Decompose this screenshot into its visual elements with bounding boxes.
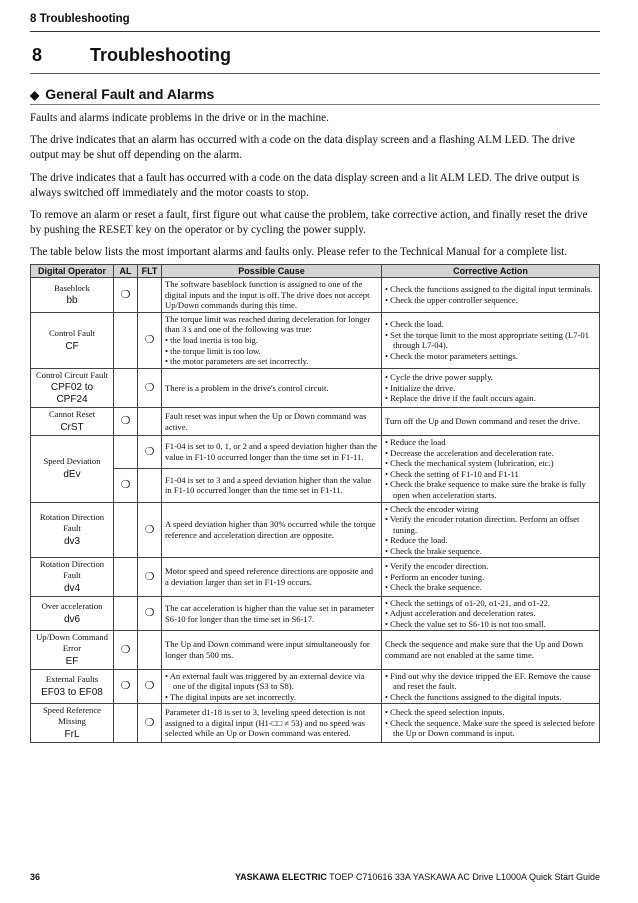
alarm-mark-icon: ❍ — [114, 469, 138, 502]
action-item: • Replace the drive if the fault occurs again. — [385, 393, 596, 404]
action-cell — [382, 558, 600, 596]
cause-item: • the motor parameters are set incorrectly. — [165, 356, 378, 367]
table-row — [31, 368, 600, 408]
action-item: • Check the brake sequence. — [385, 546, 596, 557]
table-row — [31, 278, 600, 313]
alarm-mark-empty — [114, 368, 138, 408]
page-number: 36 — [30, 872, 41, 882]
table-row — [31, 312, 600, 368]
action-cell: Check the sequence and make sure that the Up and Down command are not enabled at the same time. — [382, 631, 600, 669]
cause-cell: The Up and Down command were input simultaneously for longer than 500 ms. — [162, 631, 382, 669]
action-item: • Verify the encoder direction. — [385, 561, 596, 572]
cause-cell: There is a problem in the drive's control circuit. — [162, 368, 382, 408]
operator-cell: Speed Reference Missing FrL — [31, 704, 114, 742]
paragraph: The drive indicates that a fault has occurred with a code on the data display screen and a lit ALM LED. The drive output is always switched off immediately and the motor coasts to stop. — [30, 171, 580, 199]
action-cell: Turn off the Up and Down command and reset the drive. — [382, 408, 600, 436]
cause-cell: F1-04 is set to 3 and a speed deviation higher than the value in F1-10 occurred longer than the time set in F1-11. — [162, 469, 382, 502]
action-item: • Reduce the load. — [385, 535, 596, 546]
fault-code: dv3 — [63, 535, 81, 547]
alarm-mark-empty — [114, 596, 138, 631]
cause-cell: Fault reset was input when the Up or Down command was active. — [162, 408, 382, 436]
paragraph: Faults and alarms indicate problems in the drive or in the machine. — [30, 112, 329, 124]
table-row — [31, 631, 600, 669]
chapter-heading — [30, 45, 600, 74]
operator-cell: Control Circuit Fault CPF02 to CPF24 — [31, 368, 114, 408]
operator-cell: Control Fault CF — [31, 312, 114, 368]
action-cell — [382, 596, 600, 631]
operator-cell: Rotation Direction Fault dv3 — [31, 502, 114, 558]
cause-item: • the torque limit is too low. — [165, 346, 378, 357]
action-item: • Check the brake sequence. — [385, 582, 596, 593]
action-item: • Initialize the drive. — [385, 383, 596, 394]
chapter-title: Troubleshooting — [90, 45, 231, 65]
alarm-mark-empty — [114, 435, 138, 468]
table-row — [31, 502, 600, 558]
fault-code: EF — [65, 655, 79, 667]
action-item: • Set the torque limit to the most appropriate setting (L7-01 through L7-04). — [385, 330, 596, 351]
fault-code: CrST — [60, 421, 84, 433]
alarm-mark-icon: ❍ — [114, 669, 138, 704]
paragraph: The drive indicates that an alarm has occurred with a code on the data display screen and a flashing ALM LED. The drive output may be shut off depending on the alarm. — [30, 134, 575, 162]
table-row — [31, 669, 600, 704]
alarm-mark-empty — [114, 558, 138, 596]
cause-cell: The torque limit was reached during deceleration for longer than 3 s and one of the following was true: • the load inertia is too big. • the torque limit is too low. • the motor parameters are set incorrectly. — [162, 312, 382, 368]
action-cell — [382, 704, 600, 742]
chapter-number: 8 — [32, 45, 43, 65]
cause-cell: F1-04 is set to 0, 1, or 2 and a speed deviation higher than the value in F1-10 occurred longer than the time set in F1-11. — [162, 435, 382, 468]
fault-mark-icon: ❍ — [138, 669, 162, 704]
operator-cell: Up/Down Command Error EF — [31, 631, 114, 669]
action-item: • Check the load. — [385, 319, 596, 330]
action-cell — [382, 435, 600, 502]
col-flt: FLT — [138, 265, 162, 278]
action-item: • Check the brake sequence to make sure the brake is fully open when acceleration starts. — [385, 479, 596, 500]
action-item: • Check the functions assigned to the digital input terminals. — [385, 284, 596, 295]
operator-cell: Speed Deviation dEv — [31, 435, 114, 502]
fault-mark-icon: ❍ — [138, 502, 162, 558]
cause-cell — [162, 669, 382, 704]
fault-code: dv4 — [63, 582, 81, 594]
fault-mark-empty — [138, 631, 162, 669]
cause-cell: The software baseblock function is assigned to one of the digital inputs and the input is off. The drive does not accept Up/Down commands during this time. — [162, 278, 382, 313]
cause-cell: A speed deviation higher than 30% occurred while the torque reference and acceleration direction are opposite. — [162, 502, 382, 558]
action-item: • Reduce the load — [385, 437, 596, 448]
fault-code: dv6 — [63, 613, 81, 625]
section-heading — [30, 86, 600, 105]
paragraph: To remove an alarm or reset a fault, first figure out what cause the problem, take corrective action, and finally reset the drive by pushing the RESET key on the operator or by cycling the power supply. — [30, 209, 588, 237]
fault-mark-icon: ❍ — [138, 596, 162, 631]
fault-code: bb — [66, 295, 78, 307]
action-item: • Check the upper controller sequence. — [385, 295, 596, 306]
fault-code: CF — [65, 340, 79, 352]
alarm-mark-icon: ❍ — [114, 631, 138, 669]
cause-item: • The digital inputs are set incorrectly. — [165, 692, 378, 703]
action-item: • Check the setting of F1-10 and F1-11 — [385, 469, 596, 480]
running-header: 8 Troubleshooting — [30, 13, 130, 25]
paragraph: The table below lists the most important alarms and faults only. Please refer to the Technical Manual for a complete list. — [30, 246, 567, 259]
operator-cell: Baseblock bb — [31, 278, 114, 313]
table-row — [31, 408, 600, 436]
action-cell — [382, 368, 600, 408]
alarm-mark-empty — [114, 312, 138, 368]
alarm-mark-icon: ❍ — [114, 278, 138, 313]
fault-table — [30, 264, 600, 743]
fault-code: EF03 to EF08 — [41, 686, 103, 698]
col-al: AL — [114, 265, 138, 278]
action-item: • Cycle the drive power supply. — [385, 372, 596, 383]
alarm-mark-icon: ❍ — [114, 408, 138, 436]
action-cell — [382, 502, 600, 558]
table-header-row — [31, 265, 600, 278]
cause-cell: Parameter d1-18 is set to 3, leveling speed detection is not assigned to a digital input (H1-□□ ≠ 53) and no speed was selected while an Up or Down command was entered. — [162, 704, 382, 742]
action-item: • Check the mechanical system (lubrication, etc.) — [385, 458, 596, 469]
fault-code: dEv — [63, 469, 81, 481]
action-item: • Check the value set to S6-10 is not too small. — [385, 619, 596, 630]
fault-mark-icon: ❍ — [138, 368, 162, 408]
intro-text — [30, 111, 600, 268]
fault-mark-icon: ❍ — [138, 558, 162, 596]
fault-mark-empty — [138, 278, 162, 313]
action-item: • Check the sequence. Make sure the speed is selected before the Up or Down command is input. — [385, 718, 596, 739]
fault-code: CPF02 to CPF24 — [50, 382, 94, 406]
action-cell — [382, 312, 600, 368]
cause-cell: Motor speed and speed reference directions are opposite and a deviation larger than set in F1-19 occurs. — [162, 558, 382, 596]
action-item: • Check the settings of o1-20, o1-21, and o1-22. — [385, 598, 596, 609]
fault-mark-icon: ❍ — [138, 312, 162, 368]
action-item: • Check the encoder wiring — [385, 504, 596, 515]
fault-mark-icon: ❍ — [138, 435, 162, 468]
footer-doc-info — [235, 872, 600, 882]
action-item: • Check the functions assigned to the digital inputs. — [385, 692, 596, 703]
alarm-mark-empty — [114, 502, 138, 558]
fault-code: FrL — [64, 728, 80, 740]
action-cell — [382, 669, 600, 704]
footer-brand: YASKAWA ELECTRIC — [234, 872, 327, 882]
action-item: • Check the speed selection inputs. — [385, 707, 596, 718]
action-item: • Perform an encoder tuning. — [385, 572, 596, 583]
operator-cell: External Faults EF03 to EF08 — [31, 669, 114, 704]
cause-item: • the load inertia is too big. — [165, 335, 378, 346]
col-digital-operator: Digital Operator — [31, 265, 114, 278]
fault-mark-empty — [138, 408, 162, 436]
operator-cell: Over acceleration dv6 — [31, 596, 114, 631]
header-rule — [30, 31, 600, 32]
table-row — [31, 558, 600, 596]
fault-mark-empty — [138, 469, 162, 502]
col-corrective-action: Corrective Action — [382, 265, 600, 278]
table-row — [31, 704, 600, 742]
action-item: • Find out why the device tripped the EF. Remove the cause and reset the fault. — [385, 671, 596, 692]
action-cell — [382, 278, 600, 313]
alarm-mark-empty — [114, 704, 138, 742]
section-title: General Fault and Alarms — [45, 86, 215, 102]
cause-item: • An external fault was triggered by an external device via one of the digital inputs (S3 to S8). — [165, 671, 378, 692]
fault-mark-icon: ❍ — [138, 704, 162, 742]
operator-cell: Rotation Direction Fault dv4 — [31, 558, 114, 596]
action-item: • Verify the encoder rotation direction. Perform an offset tuning. — [385, 514, 596, 535]
operator-cell: Cannot Reset CrST — [31, 408, 114, 436]
diamond-bullet-icon: ◆ — [30, 88, 40, 102]
table-row — [31, 435, 600, 468]
action-item: • Adjust acceleration and deceleration rates. — [385, 608, 596, 619]
footer-doc-title: TOEP C710616 33A YASKAWA AC Drive L1000A Quick Start Guide — [326, 872, 600, 882]
action-item: • Check the motor parameters settings. — [385, 351, 596, 362]
action-item: • Decrease the acceleration and deceleration rate. — [385, 448, 596, 459]
table-row — [31, 596, 600, 631]
col-possible-cause: Possible Cause — [162, 265, 382, 278]
cause-cell: The car acceleration is higher than the value set in parameter S6-10 for longer than the time set in S6-17. — [162, 596, 382, 631]
